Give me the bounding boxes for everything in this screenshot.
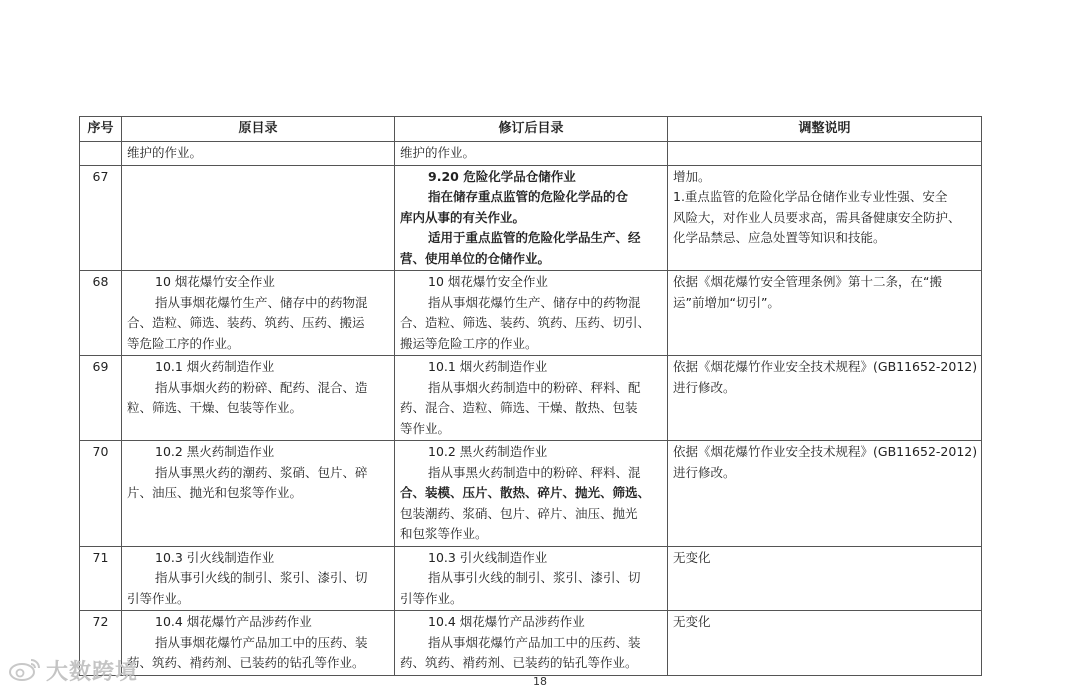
text-line: 指从事烟花爆竹生产、储存中的药物混 (155, 294, 368, 310)
text-line: 指从事烟花爆竹产品加工中的压药、装 (155, 634, 368, 650)
text-line: 指从事烟火药的粉碎、配药、混合、造 (155, 379, 368, 395)
text-line: 10.3 引火线制造作业 (155, 549, 275, 565)
watermark (8, 655, 138, 686)
table-row (80, 356, 982, 441)
row-number: 68 (80, 271, 122, 356)
text-line: 风险大，对作业人员要求高，需具备健康安全防护、 (673, 209, 961, 225)
text-line: 指从事烟花爆竹生产、储存中的药物混 (428, 294, 641, 310)
original-cell (122, 165, 395, 271)
text-line: 搬运等危险工序的作业。 (400, 335, 538, 351)
row-number: 67 (80, 165, 122, 271)
original-cell (122, 611, 395, 676)
table-row (80, 611, 982, 676)
text-line: 指在储存重点监管的危险化学品的仓 (428, 189, 629, 204)
original-cell (122, 356, 395, 441)
note-cell (668, 441, 982, 547)
original-cell (122, 271, 395, 356)
text-line: 药、混合、造粒、筛选、干燥、散热、包装 (400, 400, 638, 415)
text-line: 进行修改。 (673, 464, 736, 480)
watermark-text: 大数跨境 (46, 660, 139, 685)
text-line: 指从事烟火药制造中的粉碎、秤料、配 (428, 379, 641, 395)
revised-cell (395, 142, 668, 166)
text-line: 引等作业。 (400, 590, 463, 606)
text-line: 指从事引火线的制引、浆引、漆引、切 (428, 570, 641, 585)
original-cell (122, 142, 395, 166)
text-line: 依据《烟花爆竹作业安全技术规程》(GB11652-2012) (673, 359, 978, 374)
text-line: 药、筑药、褙药剂、已装药的钻孔等作业。 (400, 655, 638, 670)
note-cell (668, 611, 982, 676)
row-number (80, 142, 122, 166)
text-line: 维护的作业。 (400, 145, 476, 160)
text-line: 10.4 烟花爆竹产品涉药作业 (428, 614, 585, 629)
text-line: 10.3 引火线制造作业 (428, 549, 548, 565)
text-line: 无变化 (673, 614, 711, 629)
text-line: 合、造粒、筛选、装药、筑药、压药、切引、 (400, 315, 651, 330)
text-line: 库内从事的有关作业。 (400, 209, 526, 225)
header-original-catalog: 原目录 (122, 117, 395, 142)
revision-table (79, 116, 982, 676)
text-line: 1.重点监管的危险化学品仓储作业专业性强、安全 (673, 189, 948, 204)
text-line: 片、油压、抛光和包浆等作业。 (127, 485, 303, 500)
text-line: 指从事引火线的制引、浆引、漆引、切 (155, 570, 368, 585)
text-line: 指从事烟花爆竹产品加工中的压药、装 (428, 634, 641, 650)
row-number: 70 (80, 441, 122, 547)
text-line: 10.2 黑火药制造作业 (428, 444, 548, 459)
page-number: 18 (533, 675, 547, 688)
revised-cell (395, 271, 668, 356)
header-adjustment-note: 调整说明 (668, 117, 982, 142)
text-line: 指从事黑火药的潮药、浆硝、包片、碎 (155, 464, 368, 480)
text-line: 适用于重点监管的危险化学品生产、经 (428, 230, 641, 245)
text-line: 粒、筛选、干燥、包装等作业。 (127, 400, 303, 415)
text-line: 10 烟花爆竹安全作业 (428, 274, 548, 289)
text-line: 化学品禁忌、应急处置等知识和技能。 (673, 230, 886, 245)
original-cell (122, 441, 395, 547)
text-line: 等危险工序的作业。 (127, 335, 240, 351)
text-line: 维护的作业。 (127, 145, 203, 160)
text-line: 指从事黑火药制造中的粉碎、秤料、混 (428, 464, 641, 480)
text-line: 合、装模、压片、散热、碎片、抛光、筛选、 (400, 485, 651, 500)
text-line: 10.4 烟花爆竹产品涉药作业 (155, 614, 312, 629)
table-row (80, 142, 982, 166)
revised-cell (395, 165, 668, 271)
note-cell (668, 271, 982, 356)
note-cell (668, 356, 982, 441)
table-row (80, 546, 982, 611)
table-row (80, 271, 982, 356)
row-number: 72 (80, 611, 122, 676)
note-cell (668, 165, 982, 271)
text-line: 依据《烟花爆竹作业安全技术规程》(GB11652-2012) (673, 444, 978, 459)
text-line: 药、筑药、褙药剂、已装药的钻孔等作业。 (127, 655, 365, 670)
table-row (80, 441, 982, 547)
revised-cell (395, 611, 668, 676)
text-line: 营、使用单位的仓储作业。 (400, 250, 551, 266)
revised-cell (395, 356, 668, 441)
text-line: 增加。 (673, 168, 711, 184)
text-line: 10 烟花爆竹安全作业 (155, 274, 275, 289)
text-line: 10.1 烟火药制造作业 (428, 359, 548, 374)
text-line: 运”前增加“切引”。 (673, 294, 780, 310)
text-line: 10.1 烟火药制造作业 (155, 359, 275, 374)
text-line: 依据《烟花爆竹安全管理条例》第十二条，在“搬 (673, 274, 942, 289)
text-line: 等作业。 (400, 420, 451, 436)
text-line: 合、造粒、筛选、装药、筑药、压药、搬运 (127, 315, 365, 330)
original-cell (122, 546, 395, 611)
note-cell (668, 142, 982, 166)
note-cell (668, 546, 982, 611)
weibo-logo-icon (8, 656, 42, 686)
text-line: 进行修改。 (673, 379, 736, 395)
text-line: 无变化 (673, 549, 711, 565)
revised-cell (395, 546, 668, 611)
row-number: 71 (80, 546, 122, 611)
table-header-row (80, 117, 982, 142)
text-line: 10.2 黑火药制造作业 (155, 444, 275, 459)
text-line: 9.20 危险化学品仓储作业 (428, 168, 576, 184)
text-line: 和包浆等作业。 (400, 526, 488, 541)
row-number: 69 (80, 356, 122, 441)
header-index: 序号 (80, 117, 122, 142)
text-line: 包装潮药、浆硝、包片、碎片、油压、抛光 (400, 505, 638, 521)
header-revised-catalog: 修订后目录 (395, 117, 668, 142)
revised-cell (395, 441, 668, 547)
text-line: 引等作业。 (127, 590, 190, 606)
table-row (80, 165, 982, 271)
